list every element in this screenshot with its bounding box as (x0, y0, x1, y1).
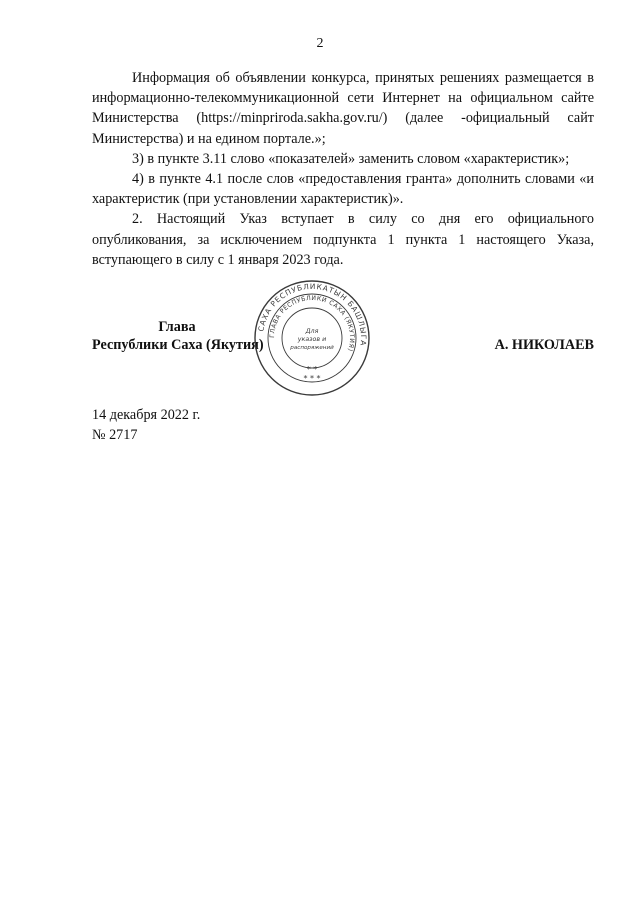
document-body (92, 68, 594, 270)
signature-title (92, 318, 262, 354)
signatory-name: А. НИКОЛАЕВ (494, 337, 594, 353)
document-date: 14 декабря 2022 г. (92, 407, 201, 423)
paragraph-item-3: 3) в пункте 3.11 слово «показателей» заменить словом «характеристик»; (132, 150, 570, 167)
seal-center-line3: распоряжений (290, 345, 334, 351)
date-number-block (92, 405, 200, 445)
paragraph-entry-into-force: 2. Настоящий Указ вступает в силу со дня его официального опубликования, за исключением подпункта 1 пункта 1 настоящего Указа, вступающего в силу с 1 января 2023 года. (92, 211, 594, 268)
official-seal (252, 278, 372, 398)
signature-title-line1: Глава (158, 319, 196, 335)
signature-title-line2: Республики Саха (Якутия) (92, 337, 264, 353)
page-number: 2 (316, 36, 324, 51)
paragraph-publication-info: Информация об объявлении конкурса, принятых решениях размещается в информационно-телекоммуникационной сети Интернет на официальном сайте Министерства (https://minpriroda.sakha.gov.ru/) (далее -официальный сайт Министерства) и на едином портале.»; (92, 70, 594, 147)
paragraph-item-4: 4) в пункте 4.1 после слов «предоставления гранта» дополнить словами «и характеристик (при установлении характеристик)». (92, 171, 594, 208)
seal-stars-lower: * * * (303, 374, 321, 383)
seal-center-line2: указов и (297, 336, 327, 343)
seal-stars: * * (306, 365, 318, 374)
seal-graphic (252, 278, 372, 398)
seal-center-line1: Для (305, 328, 319, 335)
seal-inner-text: ГЛАВА РЕСПУБЛИКИ САХА (ЯКУТИЯ) (268, 294, 356, 353)
document-number: № 2717 (92, 427, 138, 443)
seal-outer-text: САХА РЕСПУБЛИКАТЫН БАШЛЫГА (256, 281, 369, 347)
